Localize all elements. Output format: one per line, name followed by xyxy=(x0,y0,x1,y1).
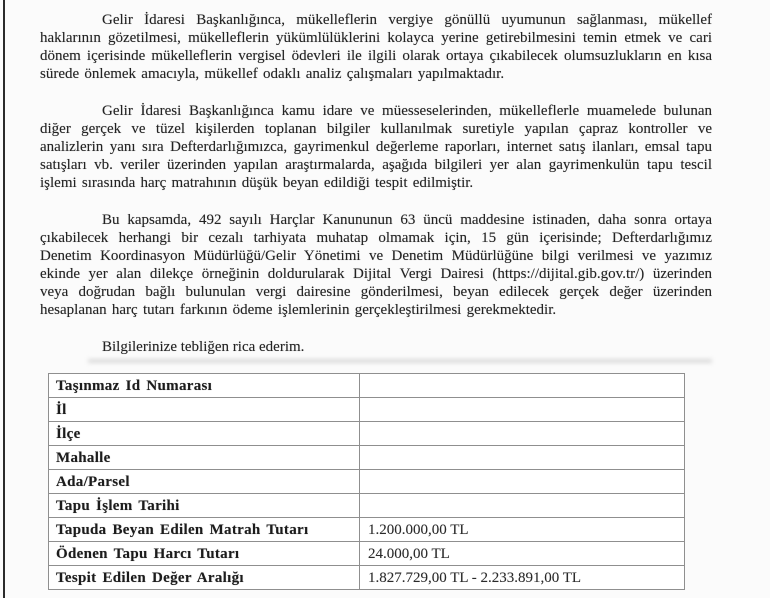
row-label: Tespit Edilen Değer Aralığı xyxy=(49,566,360,590)
row-label: İl xyxy=(49,398,360,422)
row-value xyxy=(360,374,685,398)
paragraph-legal-notice: Bu kapsamda, 492 sayılı Harçlar Kanununun 63 üncü maddesine istinaden, daha sonra ortaya çıkabilecek herhangi bir cezalı tarhiyata muhatap olmamak için, 15 gün içerisinde; Defterdarlığımız Denetim Koordinasyon Müdürlüğü/Gelir Yönetimi ve Denetim Müdürlüğüne bilgi verilmesi ve yazımız ekinde yer alan dilekçe örneğinin doldurularak Dijital Vergi Dairesi (https://dijital.gib.gov.tr/) üzerinden veya doğrudan bağlı bulunulan vergi dairesine gönderilmesi, beyan edilecek gerçek değer üzerinden hesaplanan harç tutarı farkının ödeme işlemlerinin gerçekleştirilmesi gerekmektedir. xyxy=(40,212,712,318)
document-body xyxy=(40,0,712,590)
row-label: Taşınmaz Id Numarası xyxy=(49,374,360,398)
table-row-tasinmaz-id xyxy=(49,374,685,398)
row-value: 24.000,00 TL xyxy=(360,542,685,566)
table-row-mahalle xyxy=(49,446,685,470)
row-value: 1.200.000,00 TL xyxy=(360,518,685,542)
scan-edge-artifact xyxy=(3,0,5,598)
row-label: Tapuda Beyan Edilen Matrah Tutarı xyxy=(49,518,360,542)
row-value xyxy=(360,422,685,446)
row-label: İlçe xyxy=(49,422,360,446)
property-info-table xyxy=(48,373,685,590)
row-label: Ödenen Tapu Harcı Tutarı xyxy=(49,542,360,566)
row-label: Mahalle xyxy=(49,446,360,470)
table-row-il xyxy=(49,398,685,422)
table-row-matrah-tutari xyxy=(49,518,685,542)
paragraph-voluntary-compliance: Gelir İdaresi Başkanlığınca, mükelleflerin vergiye gönüllü uyumunun sağlanması, mükellef haklarının gözetilmesi, mükelleflerin yükümlülüklerini kolayca yerine getirebilmesini temin etmek ve cari dönem içerisinde mükelleflerin vergisel ödevleri ile ilgili olarak ortaya çıkabilecek olumsuzlukların en kısa sürede önlemek amacıyla, mükellef odaklı analiz çalışmaları yapılmaktadır. xyxy=(40,12,712,82)
row-label: Tapu İşlem Tarihi xyxy=(49,494,360,518)
paragraph-cross-checks: Gelir İdaresi Başkanlığınca kamu idare ve müesseselerinden, mükelleflerle muamelede bulunan diğer gerçek ve tüzel kişilerden toplanan bilgiler kullanılmak suretiyle yapılan çapraz kontroller ve analizlerin yanı sıra Defterdarlığımızca, gayrimenkul değerleme raporları, internet satış ilanları, emsal tapu satışları vb. veriler üzerinden yapılan araştırmalarda, aşağıda bilgileri yer alan gayrimenkulün tapu tescil işlemi sırasında harç matrahının düşük beyan edildiği tespit edilmiştir. xyxy=(40,103,712,191)
table-row-ada-parsel xyxy=(49,470,685,494)
table-row-ilce xyxy=(49,422,685,446)
row-value xyxy=(360,398,685,422)
row-value: 1.827.729,00 TL - 2.233.891,00 TL xyxy=(360,566,685,590)
table-row-tapu-islem-tarihi xyxy=(49,494,685,518)
row-value xyxy=(360,470,685,494)
row-value xyxy=(360,446,685,470)
closing-line: Bilgilerinize tebliğen rica ederim. xyxy=(102,339,305,355)
table-row-odenen-harc xyxy=(49,542,685,566)
row-value xyxy=(360,494,685,518)
table-row-deger-araligi xyxy=(49,566,685,590)
row-label: Ada/Parsel xyxy=(49,470,360,494)
